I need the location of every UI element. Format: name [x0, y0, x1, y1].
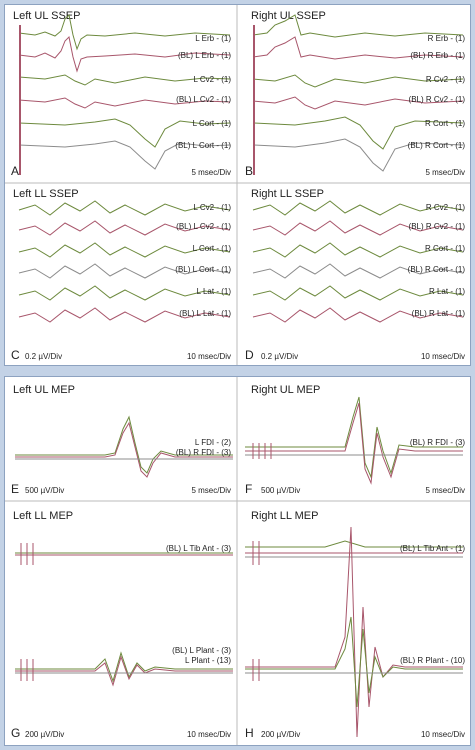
panel-a-title: Left UL SSEP — [13, 10, 81, 22]
panel-c-trace-4: (BL) L Cort - (1) — [175, 265, 231, 274]
panel-c-traces — [19, 201, 230, 322]
panel-g-letter: G — [11, 726, 21, 740]
mep-figure-panel — [4, 376, 471, 746]
panel-a-trace-1: L Erb - (1) — [195, 34, 231, 43]
panel-a-timebase: 5 msec/Div — [191, 168, 231, 177]
panel-f-letter: F — [245, 482, 253, 496]
panel-d-trace-2: (BL) R Cv2 - (1) — [408, 222, 465, 231]
panel-h-title: Right LL MEP — [251, 510, 319, 522]
panel-h-trace-2: (BL) R Plant - (10) — [400, 656, 465, 665]
panel-b-title: Right UL SSEP — [251, 10, 326, 22]
panel-a-trace-2: (BL) L Erb - (1) — [177, 51, 231, 60]
panel-f-title: Right UL MEP — [251, 384, 321, 396]
panel-g-trace-3: L Plant - (13) — [185, 656, 231, 665]
panel-d-trace-1: R Cv2 - (1) — [425, 203, 465, 212]
panel-d-trace-3: R Cort - (1) — [425, 244, 465, 253]
panel-h-timebase: 10 msec/Div — [420, 730, 465, 739]
panel-a-trace-3: L Cv2 - (1) — [193, 75, 231, 84]
panel-b-trace-5: R Cort - (1) — [425, 119, 465, 128]
panel-c-title: Left LL SSEP — [13, 188, 79, 200]
panel-e-timebase: 5 msec/Div — [191, 486, 231, 495]
panel-a-trace-5: L Cort - (1) — [192, 119, 231, 128]
panel-e-traces — [15, 417, 233, 477]
panel-g-timebase: 10 msec/Div — [186, 730, 231, 739]
panel-g-trace-1: (BL) L Tib Ant - (3) — [165, 544, 231, 553]
panel-d-title: Right LL SSEP — [251, 188, 324, 200]
panel-b-trace-6: (BL) R Cort - (1) — [407, 141, 465, 150]
ssep-figure-panel — [4, 4, 471, 366]
panel-d-traces — [253, 201, 463, 322]
panel-h-traces — [245, 527, 463, 737]
panel-e-scale: 500 µV/Div — [25, 486, 65, 495]
panel-c-timebase: 10 msec/Div — [186, 352, 231, 361]
panel-d-letter: D — [245, 348, 254, 362]
panel-b-trace-2: (BL) R Erb - (1) — [410, 51, 465, 60]
panel-a-letter: A — [11, 164, 20, 178]
panel-c-trace-3: L Cort - (1) — [192, 244, 231, 253]
panel-e-trace-1: L FDI - (2) — [194, 438, 231, 447]
panel-e-title: Left UL MEP — [13, 384, 75, 396]
trace-h-4 — [245, 527, 463, 737]
panel-a-trace-6: (BL) L Cort - (1) — [175, 141, 231, 150]
panel-d-trace-6: (BL) R Lat - (1) — [411, 309, 465, 318]
panel-d-scale: 0.2 µV/Div — [261, 352, 299, 361]
panel-h-scale: 200 µV/Div — [261, 730, 301, 739]
panel-c-trace-1: L Cv2 - (1) — [193, 203, 231, 212]
panel-c-letter: C — [11, 348, 20, 362]
panel-f-trace-1: (BL) R FDI - (3) — [409, 438, 465, 447]
panel-g-trace-2: (BL) L Plant - (3) — [172, 646, 231, 655]
panel-c-trace-6: (BL) L Lat - (1) — [179, 309, 231, 318]
panel-e-trace-2: (BL) R FDI - (3) — [175, 448, 231, 457]
panel-g-scale: 200 µV/Div — [25, 730, 65, 739]
panel-d-trace-5: R Lat - (1) — [428, 287, 465, 296]
mep-figure — [5, 377, 470, 745]
panel-b-trace-1: R Erb - (1) — [427, 34, 465, 43]
panel-d-trace-4: (BL) R Cort - (1) — [407, 265, 465, 274]
trace-f-1 — [245, 397, 463, 477]
panel-b-timebase: 5 msec/Div — [425, 168, 465, 177]
panel-g-title: Left LL MEP — [13, 510, 74, 522]
panel-b-trace-4: (BL) R Cv2 - (1) — [408, 95, 465, 104]
ssep-figure — [5, 5, 470, 365]
panel-h-letter: H — [245, 726, 254, 740]
panel-a-trace-4: (BL) L Cv2 - (1) — [176, 95, 231, 104]
panel-c-trace-5: L Lat - (1) — [196, 287, 231, 296]
panel-e-letter: E — [11, 482, 20, 496]
panel-c-trace-2: (BL) L Cv2 - (1) — [176, 222, 231, 231]
panel-h-trace-1: (BL) L Tib Ant - (1) — [399, 544, 465, 553]
panel-d-timebase: 10 msec/Div — [420, 352, 465, 361]
panel-b-letter: B — [245, 164, 254, 178]
panel-f-timebase: 5 msec/Div — [425, 486, 465, 495]
panel-c-scale: 0.2 µV/Div — [25, 352, 63, 361]
panel-f-scale: 500 µV/Div — [261, 486, 301, 495]
panel-b-trace-3: R Cv2 - (1) — [425, 75, 465, 84]
